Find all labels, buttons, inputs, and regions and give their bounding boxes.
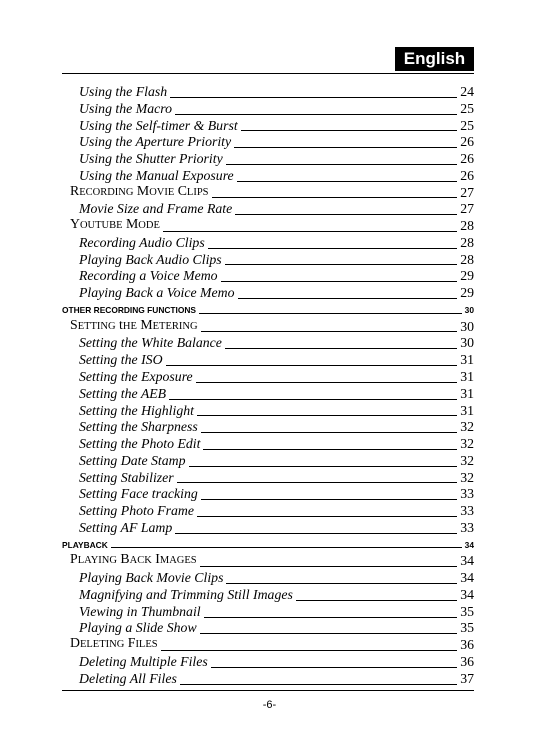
toc-leader-line (111, 547, 462, 548)
toc-entry-page: 26 (460, 151, 474, 167)
toc-leader-line (296, 600, 457, 601)
toc-subsection-row[interactable] (62, 285, 474, 302)
toc-entry-page: 26 (460, 134, 474, 150)
toc-entry-page: 29 (460, 285, 474, 301)
toc-leader-line (197, 516, 457, 517)
toc-entry-title: Setting the ISO (79, 352, 163, 368)
toc-leader-line (225, 348, 457, 349)
toc-subsection-row[interactable] (62, 671, 474, 688)
toc-entry-page: 35 (460, 603, 474, 619)
page-number: -6- (262, 699, 277, 711)
toc-leader-line (166, 365, 458, 366)
toc-entry-title: Deleting Multiple Files (79, 654, 208, 670)
toc-entry-title: Recording Audio Clips (79, 234, 205, 250)
toc-entry-title: Setting AF Lamp (79, 519, 173, 535)
toc-entry-title: DELETING FILES (70, 635, 158, 651)
toc-subsection-row[interactable] (62, 151, 474, 168)
toc-entry-title: Using the Shutter Priority (79, 151, 223, 167)
toc-leader-line (226, 164, 457, 165)
toc-leader-line (161, 650, 458, 651)
toc-subsection-row[interactable] (62, 84, 474, 101)
toc-entry-title: Magnifying and Trimming Still Images (79, 586, 293, 602)
toc-entry-title: Using the Aperture Priority (79, 134, 232, 150)
toc-entry-page: 31 (460, 352, 474, 368)
toc-entry-title: Playing Back Movie Clips (79, 570, 224, 586)
toc-entry-page: 32 (460, 436, 474, 452)
toc-entry-page: 33 (460, 486, 474, 502)
toc-leader-line (170, 97, 457, 98)
toc-entry-title: Setting Date Stamp (79, 452, 186, 468)
toc-leader-line (201, 499, 457, 500)
toc-leader-line (212, 197, 458, 198)
toc-leader-line (201, 432, 457, 433)
toc-entry-page: 34 (460, 553, 474, 569)
toc-leader-line (197, 415, 457, 416)
toc-subsection-row[interactable] (62, 268, 474, 285)
toc-entry-page: 24 (460, 83, 474, 99)
toc-entry-title: PLAYBACK (62, 539, 108, 550)
toc-entry-page: 27 (460, 184, 474, 200)
toc-subsection-row[interactable] (62, 403, 474, 420)
footer-rule (62, 690, 474, 691)
table-of-contents (62, 84, 474, 688)
toc-entry-title: Setting the Sharpness (79, 419, 198, 435)
toc-entry-title: PLAYING BACK IMAGES (70, 551, 197, 567)
toc-entry-page: 30 (464, 304, 474, 315)
toc-leader-line (169, 399, 457, 400)
toc-leader-line (238, 298, 458, 299)
toc-leader-line (180, 684, 457, 685)
toc-entry-title: Setting Stabilizer (79, 469, 174, 485)
toc-entry-page: 28 (460, 234, 474, 250)
toc-section-row[interactable] (62, 182, 474, 202)
toc-entry-page: 29 (460, 268, 474, 284)
toc-leader-line (196, 382, 458, 383)
toc-entry-page: 25 (460, 100, 474, 116)
toc-entry-page: 30 (460, 318, 474, 334)
toc-subsection-row[interactable] (62, 587, 474, 604)
toc-entry-title: Setting Face tracking (79, 486, 198, 502)
toc-leader-line (226, 583, 457, 584)
toc-leader-line (234, 147, 457, 148)
toc-subsection-row[interactable] (62, 453, 474, 470)
toc-subsection-row[interactable] (62, 252, 474, 269)
toc-entry-title: Recording a Voice Memo (79, 268, 218, 284)
toc-subsection-row[interactable] (62, 335, 474, 352)
toc-entry-page: 33 (460, 503, 474, 519)
toc-leader-line (225, 264, 458, 265)
toc-entry-title: Viewing in Thumbnail (79, 603, 201, 619)
toc-section-row[interactable] (62, 637, 474, 654)
toc-entry-page: 36 (460, 637, 474, 653)
toc-entry-page: 27 (460, 201, 474, 217)
toc-entry-page: 32 (460, 469, 474, 485)
header-rule (62, 73, 474, 74)
toc-section-row[interactable] (62, 316, 474, 336)
toc-entry-page: 31 (460, 385, 474, 401)
toc-subsection-row[interactable] (62, 570, 474, 587)
toc-subsection-row[interactable] (62, 235, 474, 252)
toc-subsection-row[interactable] (62, 134, 474, 151)
toc-leader-line (163, 231, 457, 232)
toc-entry-page: 26 (460, 167, 474, 183)
toc-subsection-row[interactable] (62, 486, 474, 503)
toc-subsection-row[interactable] (62, 654, 474, 671)
toc-entry-title: Playing a Slide Show (79, 620, 197, 636)
toc-entry-title: SETTING tHE METERING (70, 316, 198, 332)
toc-subsection-row[interactable] (62, 503, 474, 520)
toc-leader-line (201, 331, 458, 332)
language-badge: English (395, 47, 474, 71)
toc-leader-line (208, 248, 458, 249)
toc-entry-page: 36 (460, 654, 474, 670)
toc-leader-line (241, 130, 458, 131)
toc-entry-title: Setting the Highlight (79, 402, 194, 418)
toc-leader-line (200, 566, 458, 567)
toc-entry-page: 33 (460, 519, 474, 535)
toc-entry-page: 37 (460, 670, 474, 686)
toc-entry-page: 34 (460, 570, 474, 586)
toc-entry-page: 32 (460, 452, 474, 468)
toc-entry-page: 35 (460, 620, 474, 636)
toc-leader-line (200, 633, 458, 634)
toc-subsection-row[interactable] (62, 101, 474, 118)
toc-leader-line (235, 214, 457, 215)
toc-entry-title: Setting Photo Frame (79, 503, 194, 519)
toc-entry-page: 28 (460, 251, 474, 267)
toc-entry-title: Using the Manual Exposure (79, 167, 234, 183)
toc-entry-page: 30 (460, 335, 474, 351)
toc-section-row[interactable] (62, 553, 474, 570)
toc-subsection-row[interactable] (62, 520, 474, 537)
toc-entry-page: 32 (460, 419, 474, 435)
toc-subsection-row[interactable] (62, 604, 474, 621)
toc-entry-page: 31 (460, 402, 474, 418)
toc-entry-title: Using the Macro (79, 100, 172, 116)
toc-leader-line (189, 466, 458, 467)
toc-entry-title: Setting the AEB (79, 385, 167, 401)
toc-leader-line (237, 181, 458, 182)
toc-leader-line (204, 617, 458, 618)
toc-subsection-row[interactable] (62, 419, 474, 436)
toc-entry-title: Playing Back Audio Clips (79, 251, 222, 267)
toc-subsection-row[interactable] (62, 369, 474, 386)
toc-entry-title: Deleting All Files (79, 670, 177, 686)
toc-entry-title: Playing Back a Voice Memo (79, 285, 235, 301)
toc-leader-line (177, 482, 458, 483)
toc-leader-line (221, 281, 458, 282)
toc-entry-title: Setting the Exposure (79, 369, 193, 384)
toc-entry-title: RECORDING MOVIE CLIPS (70, 182, 209, 198)
toc-entry-page: 31 (460, 369, 474, 384)
toc-entry-page: 25 (460, 117, 474, 133)
toc-entry-title: OTHER RECORDING FUNCTIONS (62, 304, 196, 315)
toc-entry-page: 34 (464, 539, 474, 550)
toc-subsection-row[interactable] (62, 436, 474, 453)
toc-entry-page: 28 (460, 218, 474, 234)
toc-leader-line (199, 313, 462, 314)
toc-section-row[interactable] (62, 218, 474, 235)
toc-leader-line (175, 114, 457, 115)
toc-leader-line (175, 533, 457, 534)
toc-entry-title: Setting the Photo Edit (79, 436, 201, 452)
toc-subsection-row[interactable] (62, 386, 474, 403)
toc-entry-page: 34 (460, 586, 474, 602)
toc-subsection-row[interactable] (62, 352, 474, 369)
toc-leader-line (203, 449, 457, 450)
toc-entry-title: Using the Self-timer & Burst (79, 117, 238, 133)
toc-entry-title: Setting the White Balance (79, 335, 222, 351)
toc-entry-title: YOUTUBE MODE (70, 216, 160, 232)
toc-leader-line (211, 667, 457, 668)
toc-entry-title: Movie Size and Frame Rate (79, 201, 233, 217)
toc-entry-title: Using the Flash (79, 83, 168, 99)
toc-subsection-row[interactable] (62, 470, 474, 487)
toc-subsection-row[interactable] (62, 118, 474, 135)
